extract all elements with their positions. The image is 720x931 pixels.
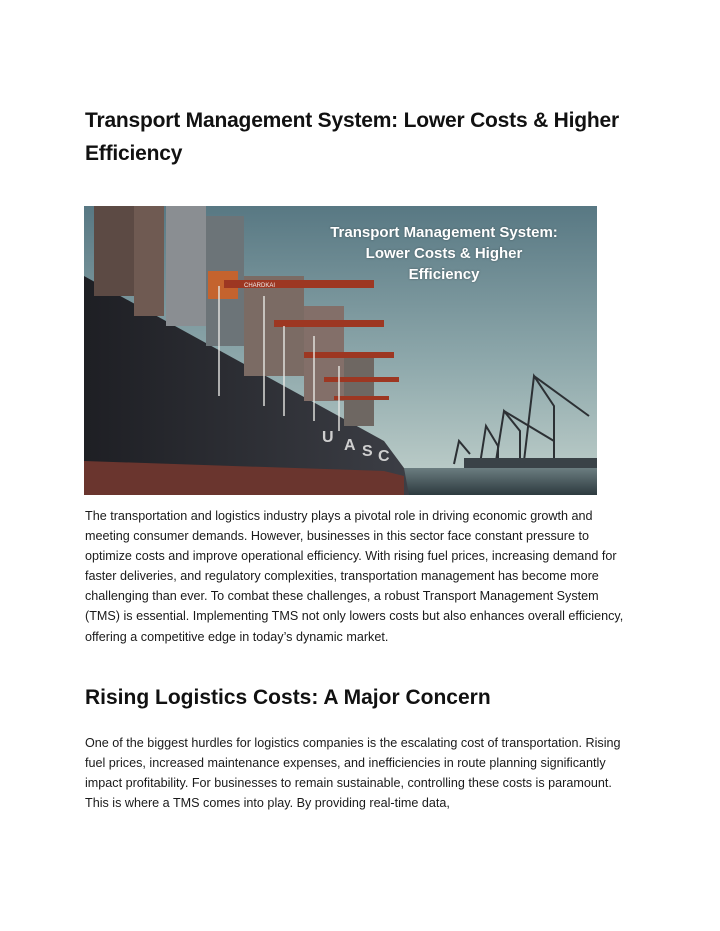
crane-label: CHARDKAI (244, 283, 276, 289)
ship-letter: S (362, 443, 373, 460)
hero-caption (274, 222, 597, 285)
hero-image (84, 206, 597, 495)
ship-letter: A (344, 437, 356, 454)
document-title: Transport Management System: Lower Costs & Higher Efficiency (85, 109, 619, 165)
ship-letter: C (378, 448, 390, 465)
section-heading: Rising Logistics Costs: A Major Concern (85, 686, 491, 709)
ship-letter: U (322, 429, 334, 446)
hero-caption-line: Transport Management System: (330, 224, 558, 241)
hero-caption-line: Lower Costs & Higher (365, 245, 523, 262)
intro-paragraph: The transportation and logistics industry plays a pivotal role in driving economic growth and meeting consumer demands. However, businesses in this sector face constant pressure to optimize costs and improve operational efficiency. With rising fuel prices, increasing demand for faster deliveries, and regulatory complexities, transportation management has become more challenging than ever. To combat these challenges, a robust Transport Management System (TMS) is essential. Implementing TMS not only lowers costs but also enhances overall efficiency, offering a competitive edge in today’s dynamic market. (85, 509, 624, 644)
hero-caption-line: Efficiency (408, 266, 480, 283)
section-paragraph: One of the biggest hurdles for logistics companies is the escalating cost of transportation. Rising fuel prices, increased maintenance expenses, and inefficiencies in route planning significantly impact profitability. For businesses to remain sustainable, controlling these costs is paramount. This is where a TMS comes into play. By providing real-time data, (85, 736, 621, 811)
